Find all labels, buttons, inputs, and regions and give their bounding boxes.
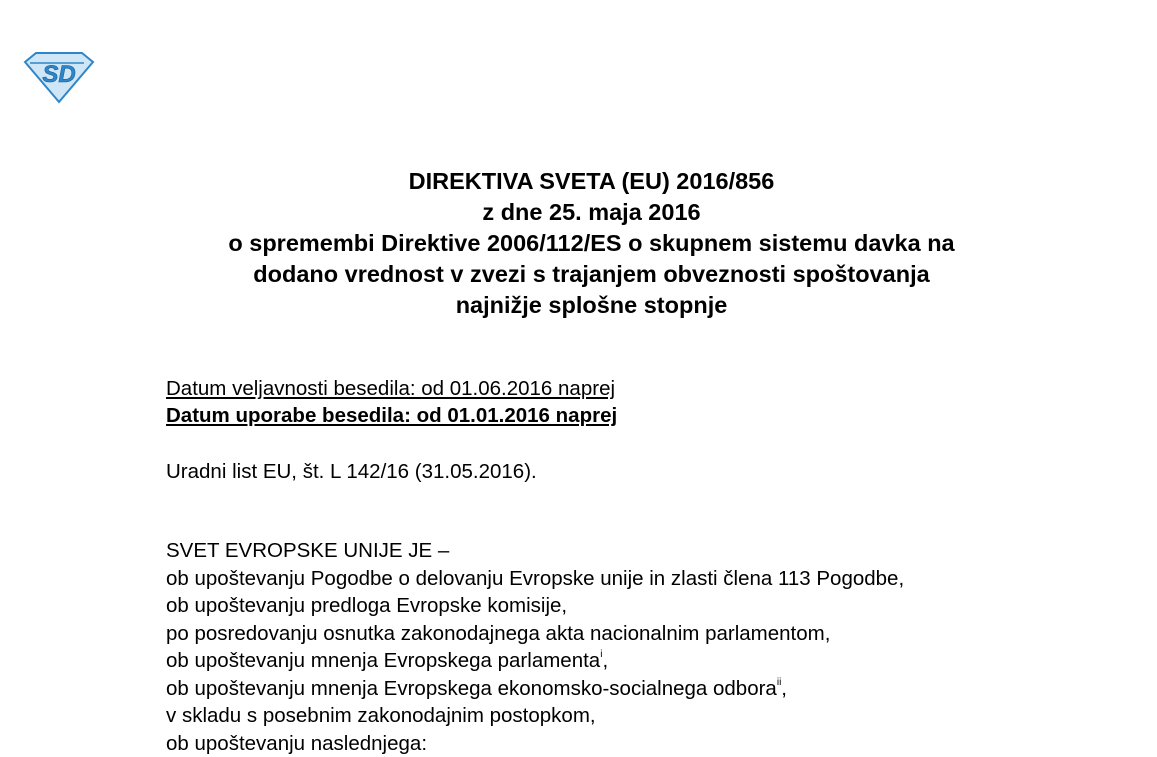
preamble-line: ob upoštevanju mnenja Evropskega parlamenta$^i$, [166,647,904,675]
footnote-marker[interactable]: i [600,649,602,660]
svg-text:SD: SD [42,61,75,88]
title-line-1: DIREKTIVA SVETA (EU) 2016/856 [0,166,1157,197]
sd-logo-icon [22,48,96,104]
preamble-line: po posredovanju osnutka zakonodajnega akta nacionalnim parlamentom, [166,620,904,648]
preamble-line: v skladu s posebnim zakonodajnim postopkom, [166,702,904,730]
preamble-line: ob upoštevanju predloga Evropske komisije, [166,592,904,620]
preamble-line: ob upoštevanju mnenja Evropskega ekonomsko-socialnega odbora$^{ii}$, [166,675,904,703]
document-title [0,166,1157,321]
title-line-3: o spremembi Direktive 2006/112/ES o skupnem sistemu davka na [0,228,1157,259]
preamble [166,537,904,757]
application-date: Datum uporabe besedila: od 01.01.2016 naprej [166,404,617,428]
title-line-5: najnižje splošne stopnje [0,290,1157,321]
preamble-line: ob upoštevanju naslednjega: [166,730,904,757]
official-journal-reference: Uradni list EU, št. L 142/16 (31.05.2016). [166,460,537,484]
preamble-line: SVET EVROPSKE UNIJE JE – [166,537,904,565]
validity-date: Datum veljavnosti besedila: od 01.06.2016 naprej [166,377,615,401]
footnote-marker[interactable]: ii [777,677,781,688]
title-line-2: z dne 25. maja 2016 [0,197,1157,228]
title-line-4: dodano vrednost v zvezi s trajanjem obveznosti spoštovanja [0,259,1157,290]
preamble-line: ob upoštevanju Pogodbe o delovanju Evropske unije in zlasti člena 113 Pogodbe, [166,565,904,593]
